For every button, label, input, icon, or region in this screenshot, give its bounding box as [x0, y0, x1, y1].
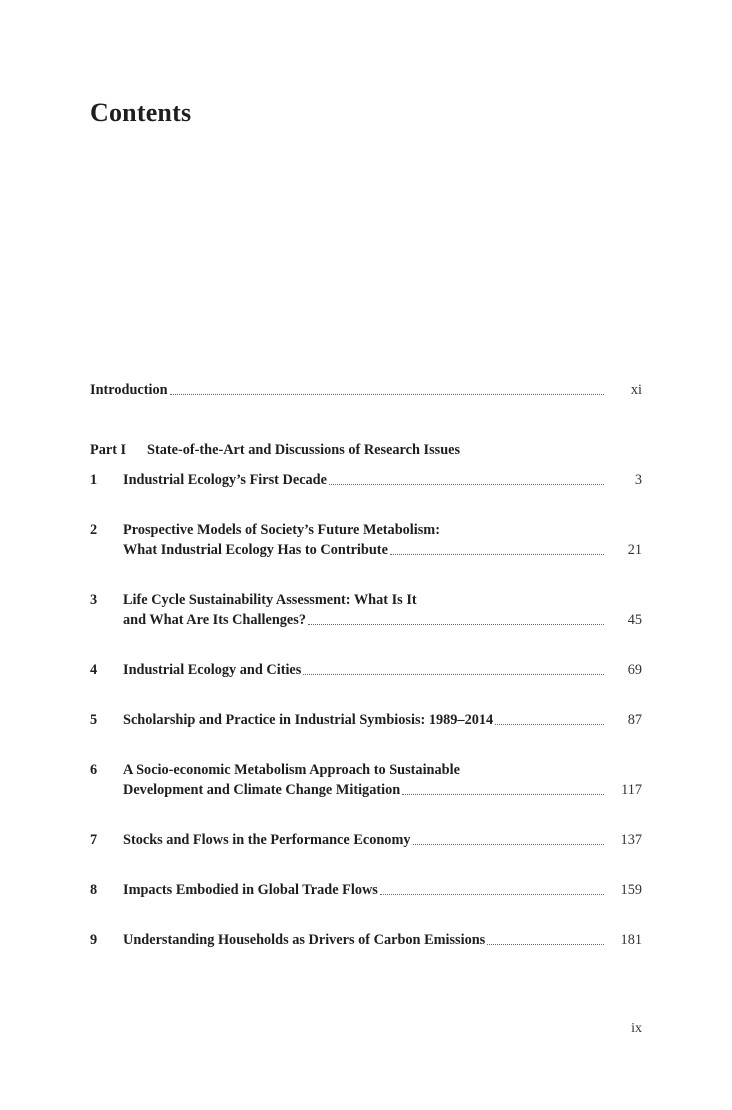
dot-leader	[402, 794, 604, 795]
chapter-title: Impacts Embodied in Global Trade Flows	[123, 882, 378, 898]
part-heading	[90, 440, 460, 460]
dot-leader	[487, 944, 604, 945]
dot-leader	[495, 724, 604, 725]
toc-entry-chapter-8[interactable]	[90, 880, 642, 900]
chapter-title-line-1: Prospective Models of Society’s Future Metabolism:	[123, 522, 440, 538]
chapter-title-line-2: What Industrial Ecology Has to Contribute	[123, 542, 388, 558]
chapter-title: Industrial Ecology’s First Decade	[123, 472, 327, 488]
chapter-title-line-1: Life Cycle Sustainability Assessment: What Is It	[123, 592, 417, 608]
dot-leader	[329, 484, 604, 485]
toc-entry-chapter-6[interactable]	[90, 760, 642, 780]
chapter-title-line-2: and What Are Its Challenges?	[123, 612, 306, 628]
chapter-title: Industrial Ecology and Cities	[123, 662, 302, 678]
page-title: Contents	[90, 98, 192, 127]
chapter-title: Stocks and Flows in the Performance Economy	[123, 832, 411, 848]
dot-leader	[308, 624, 604, 625]
chapter-page: 69	[627, 662, 642, 678]
dot-leader	[170, 394, 604, 395]
chapter-page: 159	[620, 882, 642, 898]
toc-entry-chapter-2-continued[interactable]	[123, 540, 642, 560]
chapter-page: 45	[627, 612, 642, 628]
chapter-title-line-1: A Socio-economic Metabolism Approach to Sustainable	[123, 762, 460, 778]
chapter-number: 3	[90, 592, 98, 608]
toc-entry-title: Introduction	[90, 382, 168, 398]
chapter-number: 4	[90, 662, 98, 678]
chapter-number: 9	[90, 932, 98, 948]
chapter-page: 137	[620, 832, 642, 848]
dot-leader	[413, 844, 604, 845]
chapter-title-line-2: Development and Climate Change Mitigation	[123, 782, 401, 798]
chapter-number: 8	[90, 882, 98, 898]
dot-leader	[390, 554, 604, 555]
dot-leader	[380, 894, 604, 895]
chapter-number: 6	[90, 762, 98, 778]
part-title: State-of-the-Art and Discussions of Research Issues	[147, 442, 461, 458]
toc-entry-chapter-3-continued[interactable]	[123, 610, 642, 630]
toc-entry-chapter-3[interactable]	[90, 590, 642, 610]
page-number: ix	[631, 1021, 642, 1036]
chapter-page: 181	[620, 932, 642, 948]
chapter-number: 2	[90, 522, 98, 538]
toc-entry-chapter-7[interactable]	[90, 830, 642, 850]
chapter-page: 87	[627, 712, 642, 728]
toc-entry-chapter-6-continued[interactable]	[123, 780, 642, 800]
toc-entry-chapter-9[interactable]	[90, 930, 642, 950]
toc-entry-chapter-2[interactable]	[90, 520, 642, 540]
toc-entry-chapter-1[interactable]	[90, 470, 642, 490]
toc-entry-chapter-4[interactable]	[90, 660, 642, 680]
chapter-number: 5	[90, 712, 98, 728]
chapter-page: 21	[627, 542, 642, 558]
chapter-title: Understanding Households as Drivers of Carbon Emissions	[123, 932, 486, 948]
part-label: Part I	[90, 442, 127, 458]
dot-leader	[303, 674, 604, 675]
chapter-title: Scholarship and Practice in Industrial Symbiosis: 1989–2014	[123, 712, 494, 728]
chapter-number: 7	[90, 832, 98, 848]
chapter-number: 1	[90, 472, 98, 488]
toc-entry-page: xi	[630, 382, 642, 398]
toc-entry-chapter-5[interactable]	[90, 710, 642, 730]
toc-entry-introduction[interactable]	[90, 380, 642, 400]
chapter-page: 3	[634, 472, 642, 488]
chapter-page: 117	[621, 782, 642, 798]
